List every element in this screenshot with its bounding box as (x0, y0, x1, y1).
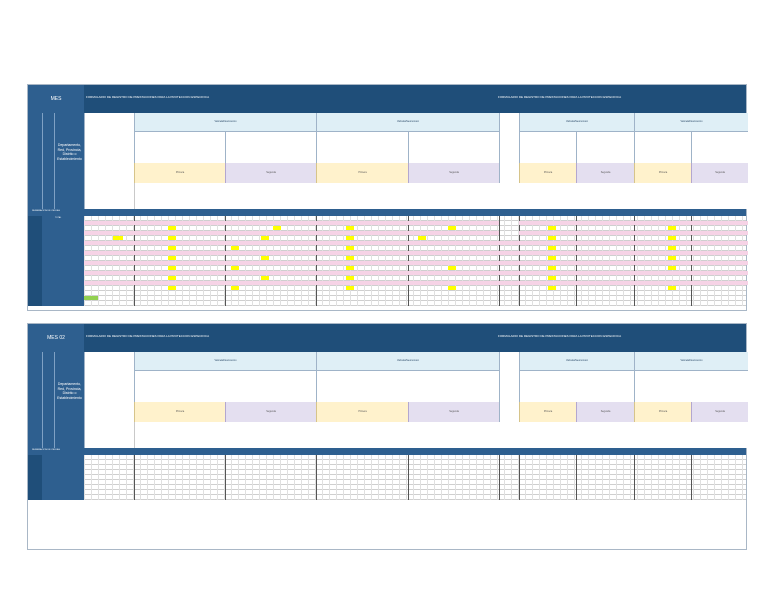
grid-line (427, 455, 428, 500)
dose-band: Segunda (576, 163, 634, 183)
grid-line (700, 455, 701, 500)
dose-band: Segunda (408, 402, 499, 422)
highlighted-cell (668, 266, 676, 270)
grid-line (98, 455, 99, 500)
highlighted-cell (346, 256, 354, 260)
grid-line (616, 455, 617, 500)
grid-line (455, 455, 456, 500)
section-title-2: Varicela/Neumococo (316, 113, 499, 131)
section-divider (576, 455, 577, 500)
grid-line (413, 455, 414, 500)
dose-band: Primera (519, 402, 576, 422)
highlighted-cell (231, 266, 239, 270)
highlighted-cell (261, 256, 269, 260)
row-label-cell (54, 495, 84, 500)
grid-line (539, 455, 540, 500)
highlighted-cell (84, 296, 98, 300)
grid-line (735, 455, 736, 500)
row-code-cell (28, 495, 42, 500)
grid-line (686, 455, 687, 500)
sheet-title-right: FORMULARIO DE REGISTRO DE PRESTACIONES PARA LA PROTECCION ESPECIFICA (498, 95, 622, 99)
grid-line (259, 455, 260, 500)
grid-line (294, 455, 295, 500)
highlighted-cell (168, 286, 176, 290)
grid-line (238, 455, 239, 500)
grid-line (378, 455, 379, 500)
description-box (316, 131, 408, 163)
dose-band: Segunda (691, 163, 748, 183)
grid-line (714, 455, 715, 500)
highlighted-cell (548, 236, 556, 240)
table-row (28, 495, 746, 500)
spreadsheet-section-2 (27, 323, 747, 550)
highlighted-cell (113, 236, 123, 240)
grid-line (301, 455, 302, 500)
grid-line (553, 455, 554, 500)
left-col-a (28, 352, 43, 448)
highlighted-cell (668, 286, 676, 290)
grid-line (357, 455, 358, 500)
dose-band: Primera (519, 163, 576, 183)
grid-line (406, 455, 407, 500)
description-box (634, 131, 691, 163)
grid-line (287, 455, 288, 500)
highlighted-cell (346, 266, 354, 270)
grid-line (658, 455, 659, 500)
dose-band: Primera (134, 163, 225, 183)
grid-line (420, 455, 421, 500)
grid-line (189, 455, 190, 500)
highlighted-cell (84, 271, 134, 275)
numbering-label: NUMERACION DE CELDAS (32, 449, 60, 451)
left-col-a (28, 113, 43, 209)
highlighted-cell (134, 221, 225, 225)
grid-line (497, 455, 498, 500)
grid-line (343, 455, 344, 500)
sheet-title-left: FORMULARIO DE REGISTRO DE PRESTACIONES PARA LA PROTECCION ESPECIFICA (86, 334, 210, 338)
highlighted-cell (84, 251, 134, 255)
grid-line (462, 455, 463, 500)
grid-line (693, 455, 694, 500)
description-box (225, 131, 316, 163)
dose-band: Segunda (408, 163, 499, 183)
highlighted-cell (168, 276, 176, 280)
grid-line (574, 455, 575, 500)
highlighted-cell (225, 221, 316, 225)
highlighted-cell (84, 281, 134, 285)
grid-line (679, 455, 680, 500)
grid-line (336, 455, 337, 500)
dose-band: Segunda (225, 163, 316, 183)
highlighted-cell (668, 226, 676, 230)
row-subcode-cell (42, 301, 54, 306)
highlighted-cell (84, 231, 134, 235)
grid-line (161, 455, 162, 500)
highlighted-cell (273, 226, 281, 230)
section-title-4: Varicela/Neumococo (634, 352, 748, 370)
dose-band: Segunda (691, 402, 748, 422)
highlighted-cell (316, 231, 408, 235)
dose-band: Segunda (225, 402, 316, 422)
grid-line (434, 455, 435, 500)
grid-line (623, 455, 624, 500)
grid-line (252, 455, 253, 500)
sheet-label: MES 02 (28, 324, 84, 352)
highlighted-cell (316, 221, 408, 225)
highlighted-cell (134, 231, 225, 235)
description-box (634, 370, 748, 402)
highlighted-cell (668, 256, 676, 260)
grid-line (364, 455, 365, 500)
grid-line (707, 455, 708, 500)
subcolumn-header-row (134, 183, 748, 209)
section-divider (499, 455, 500, 500)
grid-line (742, 455, 743, 500)
section-divider (316, 455, 317, 500)
grid-line (385, 455, 386, 500)
numbering-label: NUMERACION DE CELDAS (32, 210, 60, 212)
section-divider (634, 455, 635, 500)
spreadsheet-section-1 (27, 84, 747, 311)
highlighted-cell (548, 276, 556, 280)
section-title-3: Varicela/Neumococo (519, 352, 634, 370)
grid-line (105, 455, 106, 500)
grid-line (371, 455, 372, 500)
grid-line (308, 455, 309, 500)
grid-line (126, 455, 127, 500)
grid-line (322, 455, 323, 500)
grid-line (567, 455, 568, 500)
grid-line (266, 455, 267, 500)
section-divider (408, 455, 409, 500)
highlighted-cell (134, 241, 748, 245)
highlighted-cell (134, 271, 748, 275)
section-title-2: Varicela/Neumococo (316, 352, 499, 370)
grid-line (91, 455, 92, 500)
grid-line (469, 455, 470, 500)
grid-line (511, 455, 512, 500)
grid-line (672, 455, 673, 500)
description-box (576, 131, 634, 163)
grid-line (154, 455, 155, 500)
highlighted-cell (519, 231, 748, 235)
description-box (134, 370, 316, 402)
grid-line (147, 455, 148, 500)
grid-line (525, 455, 526, 500)
highlighted-cell (346, 286, 354, 290)
highlighted-cell (261, 236, 269, 240)
dose-band: Primera (316, 402, 408, 422)
highlighted-cell (346, 236, 354, 240)
row-subcode-cell (42, 495, 54, 500)
sheet-header-bar (28, 85, 746, 113)
dose-band: Primera (634, 163, 691, 183)
left-header-band (28, 113, 84, 209)
section-title-1: Varicela/Neumococo (134, 113, 316, 131)
grid-line (448, 455, 449, 500)
sheet-label: MES (28, 85, 84, 113)
grid-line (644, 455, 645, 500)
grid-line (112, 455, 113, 500)
left-header-band (28, 352, 84, 448)
grid-line (441, 455, 442, 500)
dose-band: Primera (134, 402, 225, 422)
grid-line (84, 455, 85, 500)
grid-line (728, 455, 729, 500)
highlighted-cell (168, 246, 176, 250)
sheet-title-left: FORMULARIO DE REGISTRO DE PRESTACIONES PARA LA PROTECCION ESPECIFICA (86, 95, 210, 99)
grid-line (140, 455, 141, 500)
grid-line (476, 455, 477, 500)
section-divider (691, 455, 692, 500)
grid-line (532, 455, 533, 500)
grid-line (651, 455, 652, 500)
subcolumn-header-row (134, 422, 748, 448)
highlighted-cell (548, 266, 556, 270)
highlighted-cell (168, 256, 176, 260)
row-dimension-label: Departamento, Red, Provincia, Distrito o Establecimiento (57, 143, 82, 161)
section-divider (519, 455, 520, 500)
highlighted-cell (448, 226, 456, 230)
highlighted-cell (231, 246, 239, 250)
sheet-header-bar (28, 324, 746, 352)
row-label-cell: TOTAL (54, 216, 84, 221)
highlighted-cell (168, 226, 176, 230)
section-title-3: Varicela/Neumococo (519, 113, 634, 131)
dose-band: Primera (634, 402, 691, 422)
highlighted-cell (346, 276, 354, 280)
grid-line (665, 455, 666, 500)
highlighted-cell (668, 246, 676, 250)
left-col-b (42, 113, 55, 209)
highlighted-cell (168, 266, 176, 270)
highlighted-cell (519, 221, 748, 225)
highlighted-cell (548, 286, 556, 290)
grid-line (196, 455, 197, 500)
grid-line (168, 455, 169, 500)
highlighted-cell (346, 226, 354, 230)
grid-line (560, 455, 561, 500)
sheet-title-right: FORMULARIO DE REGISTRO DE PRESTACIONES PARA LA PROTECCION ESPECIFICA (498, 334, 622, 338)
grid-line (273, 455, 274, 500)
grid-line (504, 455, 505, 500)
numbering-row (28, 448, 746, 455)
grid-line (245, 455, 246, 500)
grid-line (483, 455, 484, 500)
grid-line (175, 455, 176, 500)
section-divider (225, 455, 226, 500)
left-subheader-block (84, 113, 134, 209)
row-dimension-label: Departamento, Red, Provincia, Distrito o Establecimiento (57, 382, 82, 400)
dose-band: Segunda (576, 402, 634, 422)
highlighted-cell (225, 231, 316, 235)
grid-line (399, 455, 400, 500)
grid-line (280, 455, 281, 500)
grid-line (392, 455, 393, 500)
grid-line (119, 455, 120, 500)
highlighted-cell (134, 281, 748, 285)
table-row (28, 301, 746, 306)
highlighted-cell (346, 246, 354, 250)
grid-line (602, 455, 603, 500)
grid-line (630, 455, 631, 500)
grid-line (350, 455, 351, 500)
section-title-1: Varicela/Neumococo (134, 352, 316, 370)
section-divider (134, 455, 135, 500)
highlighted-cell (231, 286, 239, 290)
grid-line (721, 455, 722, 500)
description-box (691, 131, 748, 163)
grid-line (329, 455, 330, 500)
highlighted-cell (548, 226, 556, 230)
highlighted-cell (408, 221, 499, 225)
highlighted-cell (448, 266, 456, 270)
grid-line (588, 455, 589, 500)
grid-line (182, 455, 183, 500)
grid-line (609, 455, 610, 500)
highlighted-cell (668, 236, 676, 240)
grid-line (637, 455, 638, 500)
grid-line (546, 455, 547, 500)
description-box (519, 131, 576, 163)
highlighted-cell (548, 246, 556, 250)
grid-line (490, 455, 491, 500)
highlighted-cell (408, 231, 499, 235)
highlighted-cell (548, 256, 556, 260)
row-label-cell (54, 301, 84, 306)
highlighted-cell (134, 261, 748, 265)
left-col-b (42, 352, 55, 448)
left-subheader-block (84, 352, 134, 448)
highlighted-cell (168, 236, 176, 240)
grid-line (217, 455, 218, 500)
grid-line (203, 455, 204, 500)
grid-line (231, 455, 232, 500)
highlighted-cell (261, 276, 269, 280)
highlighted-cell (418, 236, 426, 240)
grid-line (210, 455, 211, 500)
description-box (134, 131, 225, 163)
description-box (408, 131, 499, 163)
row-code-cell (28, 301, 42, 306)
highlighted-cell (448, 286, 456, 290)
dose-band: Primera (316, 163, 408, 183)
highlighted-cell (84, 261, 134, 265)
grid-line (581, 455, 582, 500)
description-box (519, 370, 634, 402)
highlighted-cell (84, 221, 134, 225)
grid-line (595, 455, 596, 500)
section-title-4: Varicela/Neumococo (634, 113, 748, 131)
highlighted-cell (134, 251, 748, 255)
description-box (316, 370, 499, 402)
highlighted-cell (84, 241, 134, 245)
numbering-row (28, 209, 746, 216)
